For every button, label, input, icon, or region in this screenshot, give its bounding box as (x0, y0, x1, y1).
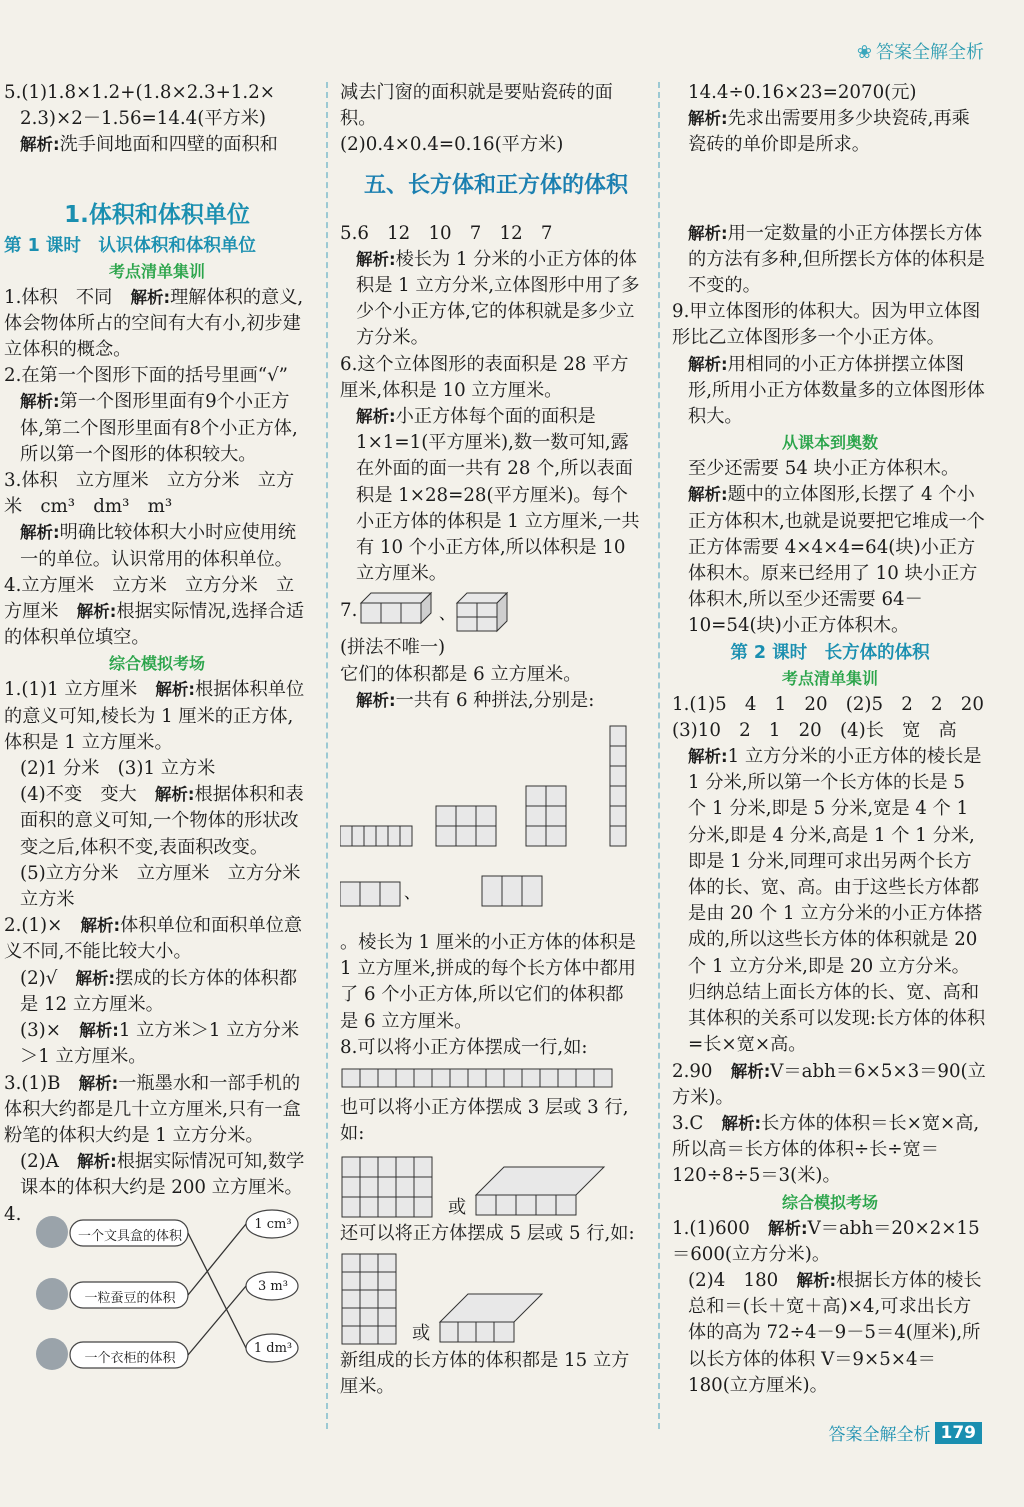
analysis-label: 解析: (76, 602, 117, 622)
answer: 2.(1)× (4, 915, 81, 937)
subsection-heading: 综合模拟考场 (781, 1192, 878, 1212)
answer-text: 根据实际情况,选择合适的体积单位填空。 (4, 601, 305, 649)
analysis-label: 解析: (721, 1113, 762, 1133)
analysis-label: 解析: (75, 968, 116, 988)
answer-text: 根据体积单位的意义可知,棱长为 1 厘米的正方体,体积是 1 立方厘米。 (4, 679, 305, 753)
text-line: 洗手间地面和四壁的面积和 (59, 134, 278, 156)
answer: (2)4 180 (688, 1269, 797, 1291)
analysis-label: 解析: (688, 354, 728, 374)
answer: 7. (340, 600, 358, 622)
answer-text: 用一定数量的小正方体摆长方体的方法有多种,但所摆长方体的体积是不变的。 (688, 222, 985, 297)
answer: (3)× (20, 1020, 80, 1042)
text-line: (2)0.4×0.4=0.16(平方米) (340, 134, 564, 156)
column-right (672, 80, 1003, 1399)
subsection-heading: 综合模拟考场 (108, 654, 205, 674)
answer: 1.(1)5 4 1 20 (2)5 2 2 20 (3)10 2 1 20 (4)长 宽 高 (672, 693, 1003, 741)
answer: 8.可以将小正方体摆成一行,如: (340, 1036, 588, 1058)
analysis-label: 解析: (154, 785, 195, 805)
analysis-label: 解析: (130, 287, 171, 307)
answer-text: 1 立方分米的小正方体的棱长是 1 分米,所以第一个长方体的长是 5 个 1 分米,即是 5 分米,宽是 4 个 1 分米,即是 4 分米,高是 1 个 1 分米,即是 1 分米,同理可求出另两个长方体的长、宽、高。由于这些长方体都是由 20 个 1 立方分米的小正方体搭成的,所以这些长方体的体积就是 20 个 1 立方分米,即是 20 立方分米。归纳总结上面长方体的长、宽、高和其体积的关系可以发现:长方体的体积=长×宽×高。 (688, 746, 986, 1056)
five-layer-cuboid (340, 1248, 404, 1348)
match-right-item: 1 cm³ (254, 1216, 292, 1232)
answer-text: 小正方体每个面的面积是 1×1=1(平方厘米),数一数可知,露在外面的面一共有 28 个,所以表面积是 1×28=28(平方厘米)。每个小正方体的体积是 1 立方厘米,一共有 10 个小正方体,所以体积是 10 立方厘米。 (356, 406, 640, 585)
analysis-label: 解析: (768, 1218, 808, 1238)
answer: 9.甲立体图形的体积大。因为甲立体图形比乙立体图形多一个小正方体。 (672, 301, 981, 349)
answer: (2)1 分米 (3)1 立方米 (20, 758, 216, 780)
answer-text: 摆成的长方体的体积都是 12 立方厘米。 (20, 967, 298, 1015)
answer: 5.6 12 10 7 12 7 (340, 222, 553, 244)
answer-text: 还可以将正方体摆成 5 层或 5 行,如: (340, 1223, 635, 1245)
or-label: 或 (448, 1197, 467, 1219)
answer-text: 一瓶墨水和一部手机的体积大约都是几十立方厘米,只有一盒粉笔的体积大约是 1 立方分米。 (4, 1072, 301, 1146)
analysis-label: 解析: (730, 1061, 771, 1081)
answer-text: 题中的立体图形,长摆了 4 个小正方体积木,也就是说要把它堆成一个正方体需要 4×4×4=64(块)小正方体积木。原来已经用了 10 块小正方体积木,所以至少还需要 64－10=54(块)小正方体积木。 (688, 484, 985, 637)
answer: (2)A (20, 1151, 78, 1173)
analysis-label: 解析: (688, 747, 728, 767)
match-right-item: 1 dm³ (253, 1340, 293, 1356)
answer-text: (拼法不唯一) (340, 637, 446, 659)
lesson-heading: 第 2 课时 长方体的体积 (730, 642, 930, 663)
answer-text: 一共有 6 种拼法,分别是: (395, 689, 595, 711)
five-row-cuboid (438, 1288, 548, 1348)
text-line: 5.(1)1.8×1.2+(1.8×2.3+1.2× (4, 82, 276, 103)
match-left-item: 一个文具盒的体积 (77, 1228, 182, 1244)
analysis-label: 解析: (688, 109, 728, 129)
answer-text: 先求出需要用多少块瓷砖,再乘瓷砖的单价即是所求。 (688, 108, 970, 156)
analysis-label: 解析: (796, 1270, 837, 1290)
analysis-label: 解析: (688, 223, 728, 243)
answer-text: 根据体积和表面积的意义可知,一个物体的形状改变之后,体积不变,表面积改变。 (20, 784, 304, 858)
svg-text:、: 、 (404, 883, 421, 903)
three-layer-cuboid (340, 1147, 440, 1221)
answer-text: 体积单位和面积单位意义不同,不能比较大小。 (4, 915, 303, 963)
answer-text: 根据实际情况可知,数学课本的体积大约是 200 立方厘米。 (20, 1151, 305, 1199)
answer-text: 用相同的小正方体拼摆立体图形,所用小正方体数量多的立体图形体积大。 (688, 353, 985, 428)
answer: 3.C (672, 1112, 722, 1134)
section-title: 五、长方体和正方体的体积 (363, 173, 628, 198)
answer-text: 第一个图形里面有9个小正方体,第二个图形里面有8个小正方体,所以第一个图形的体积较大。 (20, 391, 298, 465)
answer-text: 也可以将小正方体摆成 3 层或 3 行,如: (340, 1097, 629, 1145)
answer: 6.这个立体图形的表面积是 28 平方厘米,体积是 10 立方厘米。 (340, 353, 629, 401)
row-of-cubes (340, 1063, 630, 1093)
matching-figure (4, 1202, 310, 1392)
subsection-heading: 从课本到奥数 (781, 433, 878, 453)
answer-text: V＝abh＝20×2×15＝600(立方分米)。 (672, 1217, 980, 1265)
unit-heading: 1.体积和体积单位 (64, 201, 250, 228)
answer: 1.(1)600 (672, 1217, 769, 1239)
text-line: 2.3)×2－1.56=14.4(平方米) (20, 108, 267, 130)
answer: 4. (4, 1203, 22, 1225)
match-left-item: 一个衣柜的体积 (84, 1350, 176, 1366)
cuboid-figure (357, 589, 527, 633)
bird-logo-icon: ❀ (856, 42, 872, 63)
column-divider (326, 82, 328, 1429)
analysis-label: 解析: (77, 1152, 117, 1172)
lesson-heading: 第 1 课时 认识体积和体积单位 (4, 235, 256, 256)
analysis-label: 解析: (356, 690, 396, 710)
analysis-label: 解析: (78, 1073, 119, 1093)
answer-text: 棱长为 1 分米的小正方体的体积是 1 立方分米,立体图形中用了多少个小正方体,它的体积就是多少立方分米。 (356, 248, 640, 349)
analysis-label: 解析: (688, 485, 728, 505)
answer: 1.体积 不同 (4, 286, 131, 308)
answer: (4)不变 变大 (20, 784, 155, 806)
page-header (857, 38, 984, 64)
cuboid-arrangements (340, 716, 630, 928)
analysis-label: 解析: (79, 1021, 119, 1041)
answer-text: 明确比较体积大小时应使用统一的单位。认识常用的体积单位。 (20, 522, 297, 570)
text-line: 减去门窗的面积就是要贴瓷砖的面积。 (340, 82, 613, 130)
answer: 2.在第一个图形下面的括号里画“√” (4, 365, 288, 387)
answer-text: 。棱长为 1 厘米的小正方体的体积是 1 立方厘米,拼成的每个长方体中都用了 6 个小正方体,所以它们的体积都是 6 立方厘米。 (340, 932, 636, 1032)
column-middle (340, 80, 640, 1400)
page-number: 179 (935, 1422, 983, 1444)
analysis-label: 解析: (80, 916, 121, 936)
answer-text: 理解体积的意义,体会物体所占的空间有大有小,初步建立体积的概念。 (4, 286, 304, 361)
analysis-label: 解析: (20, 523, 60, 543)
subsection-heading: 考点清单集训 (108, 261, 205, 281)
answer-text: 1 立方米＞1 立方分米＞1 立方厘米。 (20, 1020, 300, 1068)
footer-label: 答案全解全析 (828, 1425, 931, 1445)
column-divider (658, 82, 660, 1429)
match-left-item: 一粒蚕豆的体积 (84, 1290, 176, 1306)
analysis-label: 解析: (356, 249, 396, 269)
three-row-cuboid (474, 1161, 614, 1221)
answer: 至少还需要 54 块小正方体积木。 (688, 458, 960, 480)
answer: 4.立方厘米 立方米 立方分米 立方厘米 (4, 574, 295, 623)
text-line: 14.4÷0.16×23=2070(元) (688, 82, 917, 103)
answer-text: 根据长方体的棱长总和＝(长＋宽＋高)×4,可求出长方体的高为 72÷4－9－5＝4(厘米),所以长方体的体积 V＝9×5×4＝180(立方厘米)。 (688, 1269, 982, 1396)
answer: 1.(1)1 立方厘米 (4, 679, 156, 701)
subsection-heading: 考点清单集训 (781, 668, 878, 688)
answer-text: 它们的体积都是 6 立方厘米。 (340, 663, 582, 685)
analysis-label: 解析: (356, 407, 396, 427)
analysis-label: 解析: (155, 680, 196, 700)
answer: 2.90 (672, 1060, 731, 1082)
header-title: 答案全解全析 (876, 42, 984, 63)
answer: (5)立方分米 立方厘米 立方分米 立方米 (20, 862, 319, 911)
answer: (2)√ (20, 967, 76, 989)
match-right-item: 3 m³ (258, 1278, 288, 1294)
answer: 3.体积 立方厘米 立方分米 立方米 cm³ dm³ m³ (4, 470, 295, 518)
answer-text: V＝abh＝6×5×3＝90(立方米)。 (672, 1060, 986, 1108)
answer: 3.(1)B (4, 1072, 79, 1094)
or-label: 或 (412, 1323, 431, 1345)
svg-text:、: 、 (439, 604, 456, 624)
page-footer (829, 1420, 983, 1445)
column-left (4, 80, 319, 1392)
analysis-label: 解析: (20, 392, 60, 412)
answer-text: 新组成的长方体的体积都是 15 立方厘米。 (340, 1349, 630, 1397)
answer-text: 长方体的体积＝长×宽×高,所以高＝长方体的体积÷长÷宽＝120÷8÷5＝3(米)。 (672, 1112, 980, 1187)
analysis-label: 解析: (20, 135, 60, 155)
